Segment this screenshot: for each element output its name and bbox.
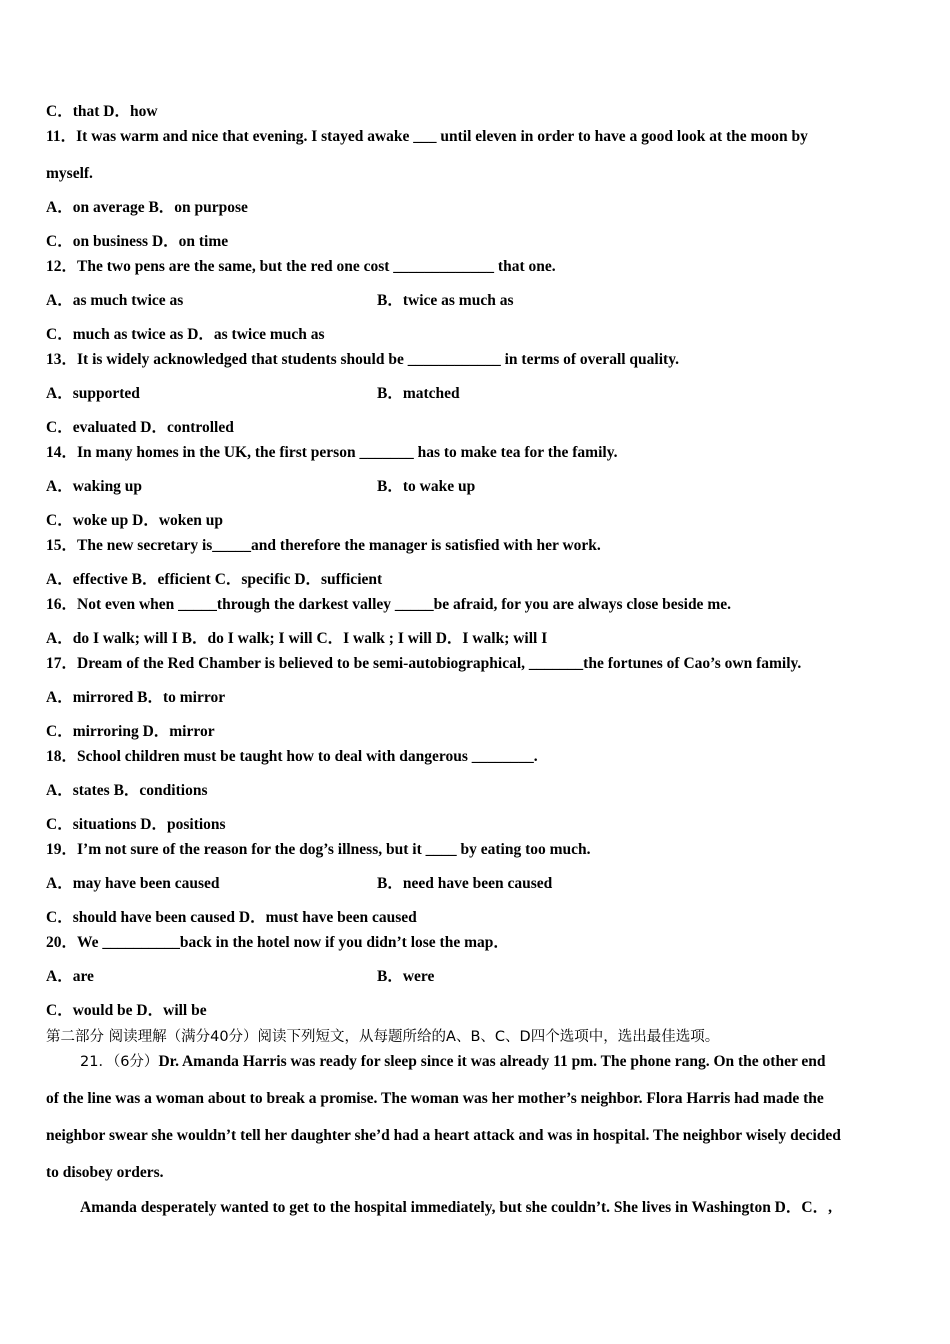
q18-options-ab: A．states B．conditions (46, 782, 208, 799)
q13-option-b: B．matched (377, 385, 460, 402)
q20-option-a: A．are (46, 968, 94, 985)
passage-21-line-4: to disobey orders. (46, 1164, 164, 1181)
q14-options-cd: C．woke up D．woken up (46, 512, 224, 529)
question-13-stem: 13．It is widely acknowledged that students should be ____________ in terms of overall quality. (46, 351, 679, 368)
q11-options-ab: A．on average B．on purpose (46, 199, 248, 216)
question-17-stem: 17．Dream of the Red Chamber is believed to be semi-autobiographical, _______the fortunes of Cao’s own family. (46, 655, 802, 672)
q19-option-a: A．may have been caused (46, 875, 220, 892)
question-16-stem: 16．Not even when _____through the darkest valley _____be afraid, for you are always close beside me. (46, 596, 731, 613)
q16-options: A．do I walk; will I B．do I walk; I will C．I walk ; I will D．I walk; will I (46, 630, 548, 647)
section-heading-reading: 第二部分 阅读理解（满分40分）阅读下列短文，从每题所给的A、B、C、D四个选项中，选出最佳选项。 (46, 1029, 720, 1045)
question-15-stem: 15．The new secretary is_____and therefore the manager is satisfied with her work. (46, 537, 601, 554)
passage-21-paragraph-2: Amanda desperately wanted to get to the hospital immediately, but she couldn’t. She lives in Washington D．C．, (80, 1199, 832, 1216)
q15-options: A．effective B．efficient C．specific D．sufficient (46, 571, 383, 588)
q20-options-cd: C．would be D．will be (46, 1002, 207, 1019)
q12-option-b: B．twice as much as (377, 292, 514, 309)
passage-21-line-2: of the line was a woman about to break a promise. The woman was her mother’s neighbor. Flora Harris had made the (46, 1090, 824, 1107)
question-11-stem: 11．It was warm and nice that evening. I stayed awake ___ until eleven in order to have a good look at the moon by (46, 128, 808, 145)
question-20-stem: 20．We __________back in the hotel now if you didn’t lose the map． (46, 934, 509, 951)
q18-options-cd: C．situations D．positions (46, 816, 226, 833)
q13-options-cd: C．evaluated D．controlled (46, 419, 234, 436)
passage-21-line-1 (80, 1052, 826, 1072)
q17-options-cd: C．mirroring D．mirror (46, 723, 215, 740)
q20-option-b: B．were (377, 968, 435, 985)
question-18-stem: 18．School children must be taught how to deal with dangerous ________. (46, 748, 538, 765)
passage-21-text: Dr. Amanda Harris was ready for sleep since it was already 11 pm. The phone rang. On the other end (158, 1053, 826, 1070)
question-12-stem: 12．The two pens are the same, but the red one cost _____________ that one. (46, 258, 556, 275)
question-11-stem-cont: myself. (46, 165, 93, 182)
q19-options-cd: C．should have been caused D．must have been caused (46, 909, 417, 926)
question-14-stem: 14．In many homes in the UK, the first person _______ has to make tea for the family. (46, 444, 618, 461)
q19-option-b: B．need have been caused (377, 875, 553, 892)
q17-options-ab: A．mirrored B．to mirror (46, 689, 226, 706)
q13-option-a: A．supported (46, 385, 140, 402)
q12-option-a: A．as much twice as (46, 292, 184, 309)
passage-21-line-3: neighbor swear she wouldn’t tell her daughter she’d had a heart attack and was in hospital. The neighbor wisely decided (46, 1127, 841, 1144)
question-19-stem: 19．I’m not sure of the reason for the dog’s illness, but it ____ by eating too much. (46, 841, 591, 858)
q14-option-a: A．waking up (46, 478, 143, 495)
q11-options-cd: C．on business D．on time (46, 233, 229, 250)
q14-option-b: B．to wake up (377, 478, 476, 495)
q12-options-cd: C．much as twice as D．as twice much as (46, 326, 325, 343)
question-21-number: 21．（6分） (80, 1054, 159, 1070)
q10-options-cd: C．that D．how (46, 103, 158, 120)
